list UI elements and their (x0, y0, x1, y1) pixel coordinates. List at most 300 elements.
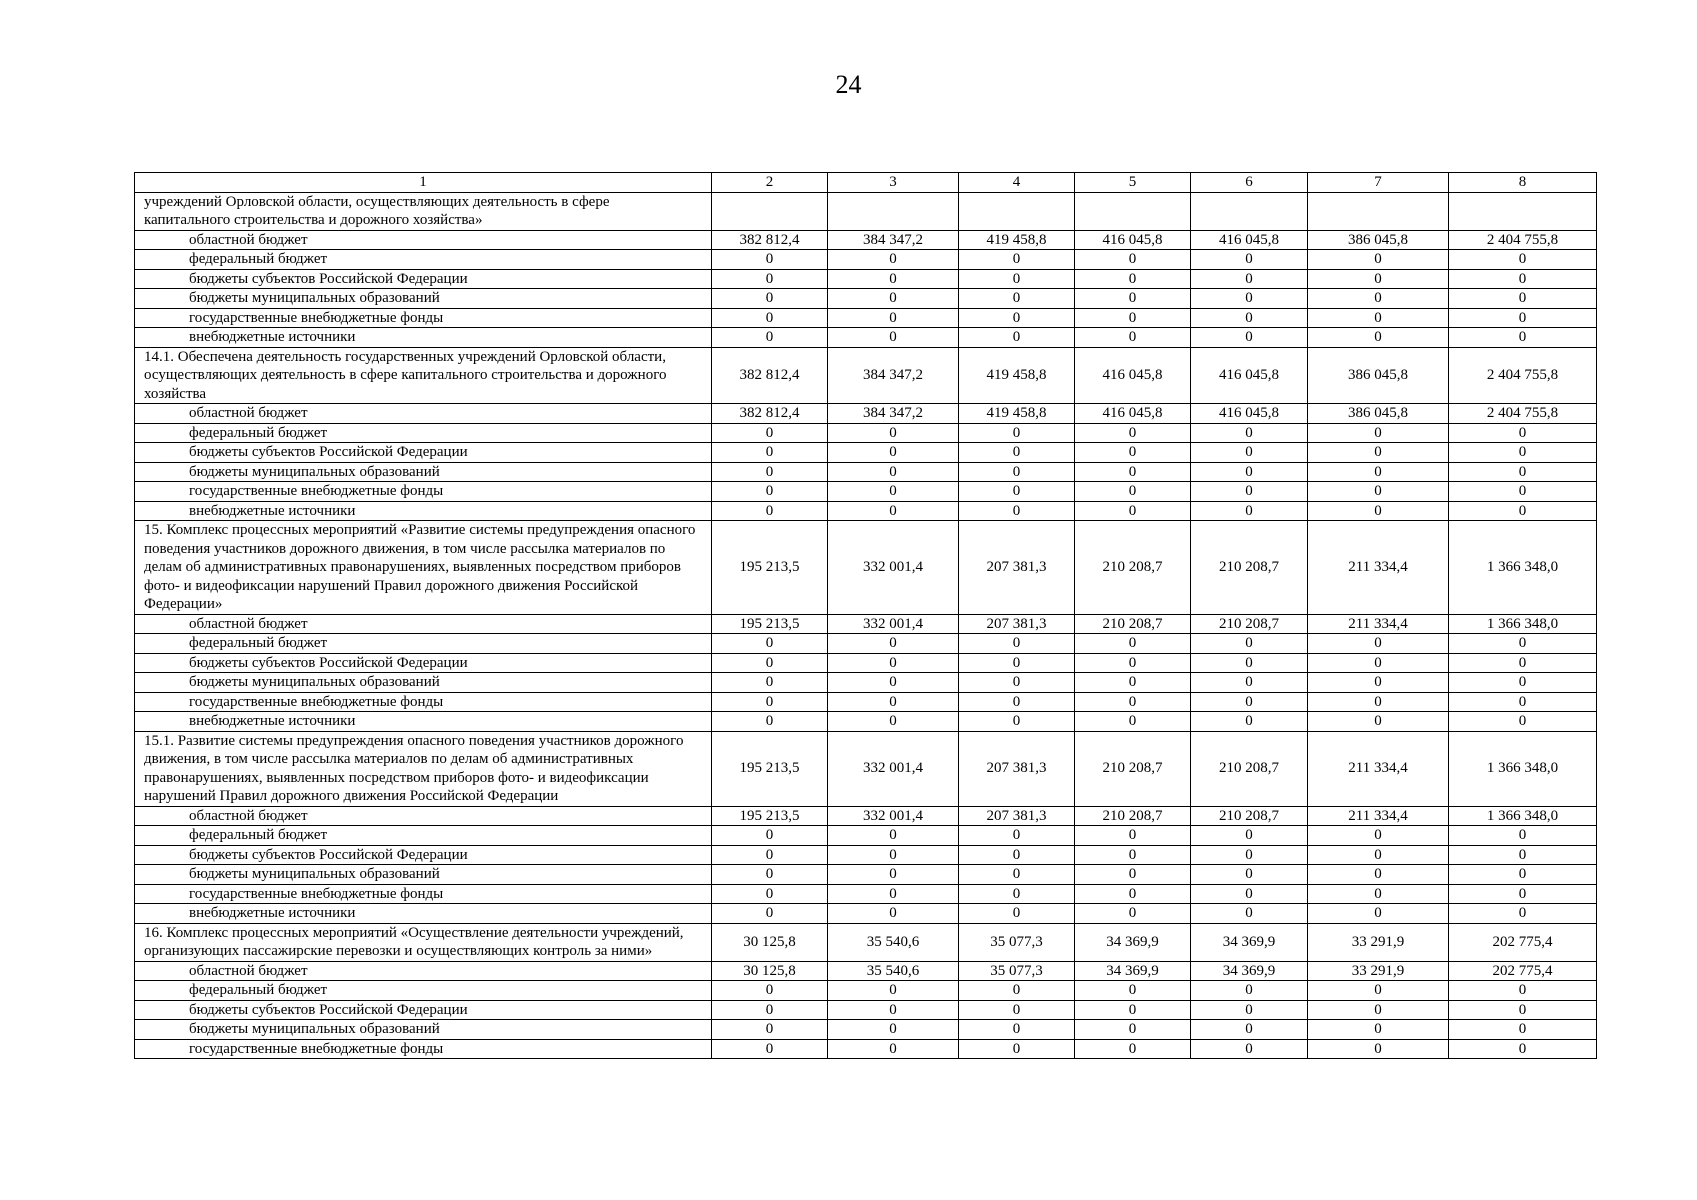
value-cell: 0 (1191, 845, 1308, 865)
value-cell: 0 (1308, 443, 1449, 463)
section-title-cell: 16. Комплекс процессных мероприятий «Осуществление деятельности учреждений, организующих пассажирские перевозки и осуществляющих контроль за ними» (135, 923, 712, 961)
value-cell (828, 192, 959, 230)
budget-source-row (135, 443, 1597, 463)
value-cell: 0 (712, 673, 828, 693)
value-cell: 35 540,6 (828, 961, 959, 981)
value-cell: 0 (712, 845, 828, 865)
value-cell: 0 (712, 501, 828, 521)
value-cell: 0 (1308, 845, 1449, 865)
column-number: 5 (1075, 173, 1191, 193)
value-cell: 0 (959, 865, 1075, 885)
value-cell: 0 (712, 482, 828, 502)
budget-source-row (135, 1039, 1597, 1059)
budget-source-row (135, 328, 1597, 348)
column-number: 8 (1449, 173, 1597, 193)
value-cell: 0 (828, 250, 959, 270)
value-cell: 0 (712, 462, 828, 482)
value-cell: 0 (1191, 1000, 1308, 1020)
value-cell: 0 (1449, 501, 1597, 521)
value-cell: 0 (712, 1039, 828, 1059)
value-cell: 211 334,4 (1308, 731, 1449, 806)
value-cell: 1 366 348,0 (1449, 806, 1597, 826)
value-cell: 0 (712, 865, 828, 885)
value-cell: 0 (1308, 308, 1449, 328)
value-cell: 416 045,8 (1191, 404, 1308, 424)
value-cell: 207 381,3 (959, 521, 1075, 615)
section-title-cell: 14.1. Обеспечена деятельность государственных учреждений Орловской области, осуществляющих деятельность в сфере капитального строительства и дорожного хозяйства (135, 347, 712, 404)
value-cell: 0 (1075, 634, 1191, 654)
value-cell: 332 001,4 (828, 521, 959, 615)
value-cell: 0 (1449, 462, 1597, 482)
value-cell: 0 (828, 981, 959, 1001)
value-cell: 35 077,3 (959, 923, 1075, 961)
value-cell: 0 (712, 826, 828, 846)
value-cell: 0 (1308, 269, 1449, 289)
value-cell: 0 (1449, 443, 1597, 463)
budget-source-label: внебюджетные источники (135, 904, 712, 924)
value-cell: 1 366 348,0 (1449, 614, 1597, 634)
value-cell: 0 (1449, 692, 1597, 712)
value-cell: 0 (828, 289, 959, 309)
value-cell: 0 (959, 712, 1075, 732)
value-cell: 0 (712, 884, 828, 904)
value-cell: 0 (1449, 865, 1597, 885)
value-cell: 0 (1075, 289, 1191, 309)
value-cell: 0 (828, 482, 959, 502)
value-cell: 0 (1191, 462, 1308, 482)
value-cell: 0 (1191, 904, 1308, 924)
value-cell: 211 334,4 (1308, 614, 1449, 634)
budget-source-row (135, 826, 1597, 846)
value-cell: 0 (959, 289, 1075, 309)
value-cell: 0 (1191, 826, 1308, 846)
value-cell: 0 (712, 692, 828, 712)
value-cell: 0 (828, 865, 959, 885)
value-cell: 0 (959, 328, 1075, 348)
value-cell: 207 381,3 (959, 614, 1075, 634)
value-cell: 0 (828, 634, 959, 654)
value-cell: 0 (1449, 826, 1597, 846)
column-number: 6 (1191, 173, 1308, 193)
value-cell: 30 125,8 (712, 923, 828, 961)
budget-source-row (135, 501, 1597, 521)
value-cell: 382 812,4 (712, 230, 828, 250)
value-cell: 0 (1449, 250, 1597, 270)
budget-source-row (135, 404, 1597, 424)
budget-source-label: бюджеты субъектов Российской Федерации (135, 443, 712, 463)
value-cell: 210 208,7 (1191, 521, 1308, 615)
value-cell: 419 458,8 (959, 230, 1075, 250)
value-cell: 0 (1075, 462, 1191, 482)
budget-source-row (135, 904, 1597, 924)
value-cell: 0 (1308, 884, 1449, 904)
value-cell: 332 001,4 (828, 614, 959, 634)
value-cell: 0 (959, 1000, 1075, 1020)
budget-source-label: федеральный бюджет (135, 826, 712, 846)
budget-source-label: внебюджетные источники (135, 328, 712, 348)
value-cell: 0 (1449, 328, 1597, 348)
value-cell: 0 (828, 328, 959, 348)
value-cell: 0 (1075, 269, 1191, 289)
value-cell: 0 (828, 462, 959, 482)
budget-source-label: областной бюджет (135, 961, 712, 981)
value-cell: 0 (1191, 250, 1308, 270)
value-cell: 0 (1075, 981, 1191, 1001)
section-title-cell: 15. Комплекс процессных мероприятий «Развитие системы предупреждения опасного поведения участников дорожного движения, в том числе рассылка материалов по делам об административных правонарушениях, выявленных посредством приборов фото- и видеофиксации нарушений Правил дорожного движения Российской Федерации» (135, 521, 712, 615)
value-cell: 0 (828, 653, 959, 673)
value-cell: 1 366 348,0 (1449, 521, 1597, 615)
value-cell: 0 (959, 1039, 1075, 1059)
value-cell: 0 (959, 981, 1075, 1001)
value-cell: 0 (1191, 423, 1308, 443)
budget-source-label: федеральный бюджет (135, 634, 712, 654)
value-cell: 0 (1308, 826, 1449, 846)
value-cell: 416 045,8 (1191, 230, 1308, 250)
value-cell: 0 (959, 308, 1075, 328)
budget-source-label: федеральный бюджет (135, 250, 712, 270)
budget-source-label: областной бюджет (135, 404, 712, 424)
value-cell: 0 (712, 289, 828, 309)
value-cell: 0 (1449, 1020, 1597, 1040)
value-cell: 332 001,4 (828, 806, 959, 826)
budget-table (134, 172, 1597, 1059)
value-cell: 35 077,3 (959, 961, 1075, 981)
value-cell: 332 001,4 (828, 731, 959, 806)
value-cell: 0 (1075, 1039, 1191, 1059)
value-cell: 0 (959, 423, 1075, 443)
value-cell: 0 (828, 845, 959, 865)
value-cell: 0 (828, 692, 959, 712)
value-cell: 210 208,7 (1191, 731, 1308, 806)
value-cell: 0 (712, 269, 828, 289)
value-cell: 0 (1308, 712, 1449, 732)
value-cell: 0 (712, 443, 828, 463)
section-title-cell: 15.1. Развитие системы предупреждения опасного поведения участников дорожного движения, в том числе рассылка материалов по делам об административных правонарушениях, выявленных посредством приборов фото- и видеофиксации нарушений Правил дорожного движения Российской Федерации (135, 731, 712, 806)
budget-source-row (135, 845, 1597, 865)
value-cell: 382 812,4 (712, 347, 828, 404)
value-cell: 202 775,4 (1449, 961, 1597, 981)
value-cell: 0 (1075, 673, 1191, 693)
budget-source-label: бюджеты субъектов Российской Федерации (135, 845, 712, 865)
value-cell: 0 (1308, 328, 1449, 348)
value-cell: 0 (1075, 308, 1191, 328)
value-cell: 0 (1449, 308, 1597, 328)
value-cell: 0 (1308, 692, 1449, 712)
value-cell: 0 (1449, 712, 1597, 732)
value-cell (1308, 192, 1449, 230)
value-cell: 0 (1191, 673, 1308, 693)
value-cell: 0 (1075, 250, 1191, 270)
value-cell: 0 (1075, 826, 1191, 846)
budget-source-row (135, 462, 1597, 482)
budget-source-row (135, 230, 1597, 250)
value-cell: 416 045,8 (1191, 347, 1308, 404)
value-cell: 0 (1308, 289, 1449, 309)
value-cell: 0 (1191, 1020, 1308, 1040)
budget-source-label: бюджеты субъектов Российской Федерации (135, 1000, 712, 1020)
table-body (135, 173, 1597, 1059)
value-cell: 0 (1449, 482, 1597, 502)
value-cell: 0 (1308, 981, 1449, 1001)
value-cell: 0 (959, 653, 1075, 673)
value-cell: 0 (828, 712, 959, 732)
column-number: 2 (712, 173, 828, 193)
value-cell: 202 775,4 (1449, 923, 1597, 961)
value-cell: 0 (1075, 328, 1191, 348)
value-cell: 0 (828, 423, 959, 443)
value-cell: 195 213,5 (712, 614, 828, 634)
value-cell: 0 (1075, 443, 1191, 463)
value-cell: 0 (1449, 673, 1597, 693)
value-cell: 2 404 755,8 (1449, 404, 1597, 424)
value-cell: 0 (1308, 250, 1449, 270)
value-cell: 0 (959, 673, 1075, 693)
value-cell: 0 (1075, 1020, 1191, 1040)
column-number-row (135, 173, 1597, 193)
value-cell: 0 (1308, 653, 1449, 673)
value-cell: 0 (959, 462, 1075, 482)
value-cell: 0 (1308, 904, 1449, 924)
value-cell: 0 (1191, 1039, 1308, 1059)
value-cell: 0 (1191, 692, 1308, 712)
value-cell: 0 (712, 423, 828, 443)
value-cell: 0 (1308, 482, 1449, 502)
budget-source-label: бюджеты муниципальных образований (135, 673, 712, 693)
budget-source-row (135, 482, 1597, 502)
value-cell: 0 (1191, 884, 1308, 904)
value-cell: 210 208,7 (1075, 806, 1191, 826)
budget-source-row (135, 1000, 1597, 1020)
value-cell: 0 (1191, 328, 1308, 348)
value-cell: 0 (828, 826, 959, 846)
column-number: 3 (828, 173, 959, 193)
value-cell: 0 (828, 269, 959, 289)
budget-source-label: областной бюджет (135, 230, 712, 250)
budget-source-label: федеральный бюджет (135, 981, 712, 1001)
value-cell: 386 045,8 (1308, 347, 1449, 404)
value-cell: 0 (1449, 289, 1597, 309)
value-cell: 33 291,9 (1308, 923, 1449, 961)
budget-source-label: внебюджетные источники (135, 501, 712, 521)
value-cell: 34 369,9 (1191, 923, 1308, 961)
value-cell: 0 (959, 501, 1075, 521)
value-cell: 416 045,8 (1075, 347, 1191, 404)
value-cell: 0 (1075, 712, 1191, 732)
budget-source-row (135, 423, 1597, 443)
value-cell: 34 369,9 (1075, 923, 1191, 961)
budget-source-label: областной бюджет (135, 806, 712, 826)
value-cell: 0 (1449, 1039, 1597, 1059)
value-cell: 0 (1449, 904, 1597, 924)
value-cell: 0 (828, 443, 959, 463)
value-cell: 0 (1449, 981, 1597, 1001)
budget-source-row (135, 653, 1597, 673)
value-cell: 0 (1191, 443, 1308, 463)
value-cell: 0 (1308, 462, 1449, 482)
budget-source-label: государственные внебюджетные фонды (135, 482, 712, 502)
value-cell: 207 381,3 (959, 806, 1075, 826)
value-cell: 211 334,4 (1308, 806, 1449, 826)
value-cell: 0 (828, 1000, 959, 1020)
value-cell: 0 (959, 845, 1075, 865)
value-cell: 0 (959, 826, 1075, 846)
section-row (135, 521, 1597, 615)
value-cell: 0 (1191, 634, 1308, 654)
value-cell: 0 (1191, 482, 1308, 502)
value-cell: 0 (712, 1000, 828, 1020)
value-cell: 0 (1449, 1000, 1597, 1020)
value-cell: 0 (712, 308, 828, 328)
section-row (135, 923, 1597, 961)
value-cell: 0 (828, 1020, 959, 1040)
value-cell: 207 381,3 (959, 731, 1075, 806)
budget-source-label: бюджеты муниципальных образований (135, 1020, 712, 1040)
budget-source-row (135, 981, 1597, 1001)
value-cell: 0 (712, 328, 828, 348)
value-cell (959, 192, 1075, 230)
section-row (135, 731, 1597, 806)
value-cell: 0 (959, 1020, 1075, 1040)
column-number: 7 (1308, 173, 1449, 193)
column-number: 1 (135, 173, 712, 193)
value-cell: 0 (959, 884, 1075, 904)
budget-source-row (135, 712, 1597, 732)
value-cell: 0 (1191, 865, 1308, 885)
value-cell: 384 347,2 (828, 347, 959, 404)
value-cell: 0 (1075, 845, 1191, 865)
value-cell: 0 (959, 634, 1075, 654)
budget-source-row (135, 884, 1597, 904)
budget-source-label: бюджеты муниципальных образований (135, 289, 712, 309)
value-cell: 0 (1075, 1000, 1191, 1020)
budget-source-row (135, 692, 1597, 712)
value-cell: 0 (828, 1039, 959, 1059)
budget-source-label: государственные внебюджетные фонды (135, 308, 712, 328)
value-cell: 0 (1075, 482, 1191, 502)
value-cell: 416 045,8 (1075, 404, 1191, 424)
value-cell: 0 (1075, 692, 1191, 712)
value-cell: 0 (1449, 845, 1597, 865)
value-cell: 0 (828, 673, 959, 693)
value-cell: 0 (828, 501, 959, 521)
value-cell: 2 404 755,8 (1449, 347, 1597, 404)
value-cell: 0 (1449, 653, 1597, 673)
value-cell: 0 (1191, 712, 1308, 732)
page-number: 24 (835, 70, 862, 99)
value-cell: 0 (1308, 673, 1449, 693)
value-cell: 1 366 348,0 (1449, 731, 1597, 806)
budget-source-row (135, 634, 1597, 654)
budget-source-label: бюджеты муниципальных образований (135, 865, 712, 885)
value-cell: 0 (1075, 884, 1191, 904)
value-cell: 195 213,5 (712, 731, 828, 806)
value-cell: 210 208,7 (1075, 731, 1191, 806)
value-cell: 0 (1075, 653, 1191, 673)
value-cell: 2 404 755,8 (1449, 230, 1597, 250)
value-cell: 0 (712, 981, 828, 1001)
value-cell: 0 (1191, 269, 1308, 289)
budget-source-row (135, 865, 1597, 885)
value-cell: 386 045,8 (1308, 404, 1449, 424)
value-cell: 33 291,9 (1308, 961, 1449, 981)
value-cell: 382 812,4 (712, 404, 828, 424)
value-cell: 419 458,8 (959, 347, 1075, 404)
value-cell: 0 (712, 250, 828, 270)
budget-source-label: областной бюджет (135, 614, 712, 634)
value-cell: 416 045,8 (1075, 230, 1191, 250)
budget-source-label: внебюджетные источники (135, 712, 712, 732)
budget-source-label: бюджеты субъектов Российской Федерации (135, 653, 712, 673)
value-cell: 195 213,5 (712, 806, 828, 826)
section-row (135, 192, 1597, 230)
value-cell: 0 (959, 692, 1075, 712)
budget-source-row (135, 289, 1597, 309)
budget-source-label: федеральный бюджет (135, 423, 712, 443)
value-cell (1075, 192, 1191, 230)
value-cell: 384 347,2 (828, 230, 959, 250)
value-cell: 0 (828, 308, 959, 328)
value-cell: 0 (959, 269, 1075, 289)
value-cell: 0 (1449, 269, 1597, 289)
value-cell: 35 540,6 (828, 923, 959, 961)
value-cell: 0 (828, 904, 959, 924)
value-cell (1449, 192, 1597, 230)
budget-source-row (135, 673, 1597, 693)
value-cell: 0 (1308, 501, 1449, 521)
value-cell: 210 208,7 (1075, 521, 1191, 615)
value-cell: 0 (1075, 501, 1191, 521)
value-cell: 0 (1191, 289, 1308, 309)
value-cell: 0 (1191, 308, 1308, 328)
budget-source-label: государственные внебюджетные фонды (135, 692, 712, 712)
budget-source-row (135, 250, 1597, 270)
value-cell: 0 (1191, 981, 1308, 1001)
budget-source-row (135, 269, 1597, 289)
value-cell: 0 (1449, 423, 1597, 443)
value-cell: 0 (959, 443, 1075, 463)
value-cell: 0 (712, 634, 828, 654)
value-cell: 0 (1191, 501, 1308, 521)
budget-source-row (135, 614, 1597, 634)
value-cell: 0 (712, 712, 828, 732)
budget-source-label: государственные внебюджетные фонды (135, 884, 712, 904)
budget-source-label: бюджеты субъектов Российской Федерации (135, 269, 712, 289)
value-cell: 0 (828, 884, 959, 904)
value-cell: 195 213,5 (712, 521, 828, 615)
budget-source-label: государственные внебюджетные фонды (135, 1039, 712, 1059)
value-cell: 210 208,7 (1075, 614, 1191, 634)
value-cell: 0 (1308, 634, 1449, 654)
value-cell: 0 (1075, 423, 1191, 443)
value-cell: 0 (959, 904, 1075, 924)
value-cell: 0 (712, 1020, 828, 1040)
value-cell: 0 (712, 904, 828, 924)
value-cell: 211 334,4 (1308, 521, 1449, 615)
value-cell: 0 (1308, 423, 1449, 443)
column-number: 4 (959, 173, 1075, 193)
budget-source-row (135, 806, 1597, 826)
value-cell: 419 458,8 (959, 404, 1075, 424)
budget-source-row (135, 961, 1597, 981)
value-cell: 0 (959, 482, 1075, 502)
budget-source-row (135, 1020, 1597, 1040)
value-cell: 0 (1308, 865, 1449, 885)
budget-source-row (135, 308, 1597, 328)
value-cell: 34 369,9 (1075, 961, 1191, 981)
value-cell: 386 045,8 (1308, 230, 1449, 250)
value-cell: 34 369,9 (1191, 961, 1308, 981)
value-cell: 0 (1308, 1020, 1449, 1040)
